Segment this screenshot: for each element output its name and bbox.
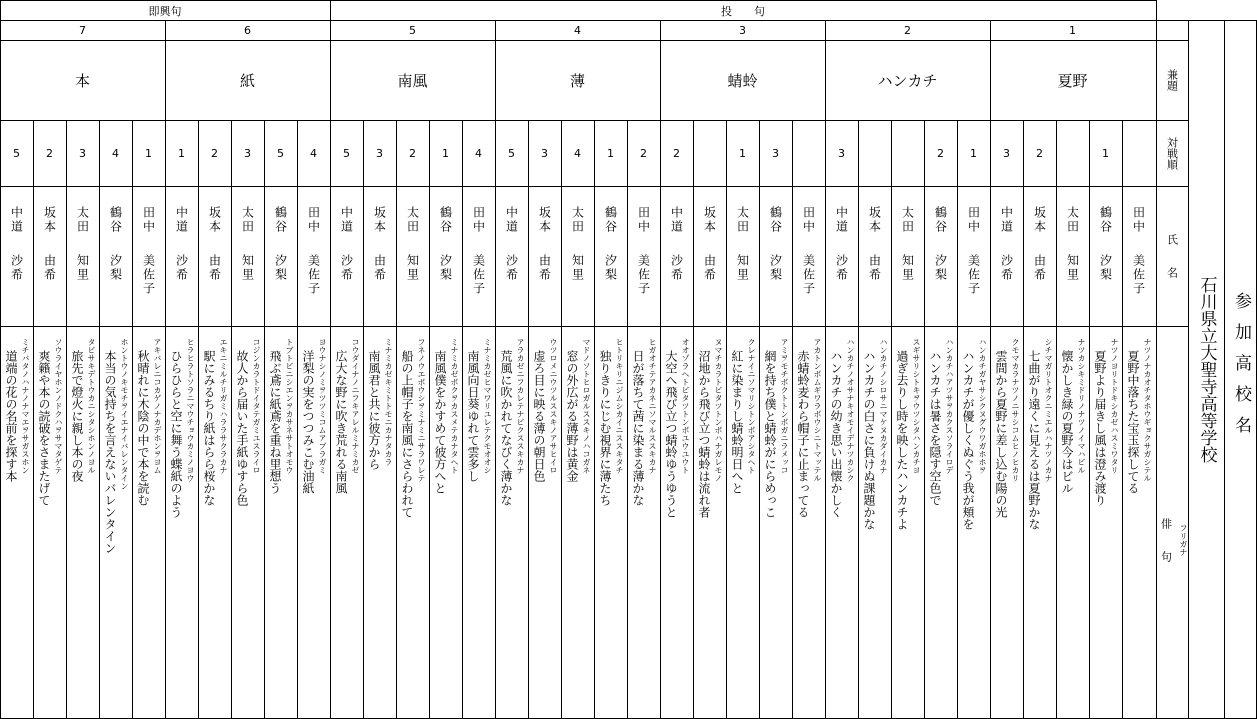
member-name bbox=[396, 206, 429, 322]
furigana-label: フリガナ bbox=[1179, 524, 1188, 556]
member-surname: 坂本 bbox=[537, 206, 552, 234]
member-given-name: 由希 bbox=[867, 254, 882, 282]
battle-order: 3 bbox=[376, 146, 383, 160]
member-surname: 太田 bbox=[900, 206, 915, 234]
member-name bbox=[693, 206, 726, 322]
haiku-furigana: アラカゼニフカレテナビクススキカナ bbox=[516, 338, 525, 474]
battle-order bbox=[858, 120, 891, 186]
haiku-furigana: ミナミカゼボクヲカスメテカナタヘト bbox=[450, 338, 459, 474]
member-given-name: 美佐子 bbox=[636, 254, 651, 296]
haiku-text: ひらひらと空に舞う蝶紙のよう bbox=[169, 350, 183, 518]
member-given-name: 美佐子 bbox=[141, 254, 156, 296]
haiku-text: 爽籟や本の読破をさまたげて bbox=[37, 350, 51, 506]
haiku-furigana: ソウライヤホンノドクハヲサマタゲテ bbox=[54, 338, 63, 474]
battle-order bbox=[1122, 120, 1155, 186]
grid-hline bbox=[0, 20, 1257, 21]
member-surname: 太田 bbox=[570, 206, 585, 234]
haiku-text: 大空へ飛び立つ蜻蛉ゆうゆうと bbox=[664, 350, 678, 518]
member-given-name: 由希 bbox=[42, 254, 57, 282]
round-number: 6 bbox=[244, 23, 251, 37]
grid-vline bbox=[660, 20, 661, 719]
kendai-label: 兼題 bbox=[1165, 69, 1179, 91]
member-surname: 坂本 bbox=[372, 206, 387, 234]
member-name bbox=[363, 206, 396, 322]
battle-order: 1 bbox=[1102, 146, 1109, 160]
grid-vline bbox=[924, 120, 925, 719]
grid-vline bbox=[1122, 120, 1123, 719]
haiku-text: ハンカチの白さに負けぬ課題かな bbox=[862, 350, 876, 530]
haiku-text: 洋梨の実をつつみこむ油紙 bbox=[301, 350, 315, 494]
haiku-text: ハンカチは暑さを隠す空色で bbox=[928, 350, 942, 506]
haiku-furigana: ミナミカゼキミトトモニカナタカラ bbox=[384, 338, 393, 466]
haiku-furigana: アキバレニコカゲノナカデホンヲヨム bbox=[153, 338, 162, 474]
haiku-furigana: コウダイナノニフキアレルミナミカゼ bbox=[351, 338, 360, 474]
school-name: 石川県立大聖寺高等学校 bbox=[1196, 276, 1217, 463]
member-given-name: 由希 bbox=[207, 254, 222, 282]
member-surname: 太田 bbox=[735, 206, 750, 234]
haiku-furigana: オオゾラヘトビタツトンボユウユウト bbox=[681, 338, 690, 474]
member-name bbox=[297, 206, 330, 322]
member-given-name: 沙希 bbox=[834, 254, 849, 282]
member-name bbox=[264, 206, 297, 322]
haiku-text: 広大な野に吹き荒れる南風 bbox=[334, 350, 348, 494]
member-given-name: 知里 bbox=[570, 254, 585, 282]
battle-order: 1 bbox=[607, 146, 614, 160]
member-given-name: 知里 bbox=[240, 254, 255, 282]
member-surname: 鶴谷 bbox=[438, 206, 453, 234]
haiku-furigana: ヒトリキリニジムシカイニススキタチ bbox=[615, 338, 624, 474]
haiku-text: 沼地から飛び立つ蜻蛉は流れ者 bbox=[697, 350, 711, 518]
grid-vline bbox=[1224, 20, 1225, 719]
member-given-name: 沙希 bbox=[999, 254, 1014, 282]
member-name bbox=[990, 206, 1023, 322]
member-surname: 太田 bbox=[1065, 206, 1080, 234]
grid-vline bbox=[165, 20, 166, 719]
member-given-name: 由希 bbox=[537, 254, 552, 282]
grid-vline bbox=[495, 20, 496, 719]
round-number: 1 bbox=[1069, 23, 1076, 37]
haiku-furigana: フネノウエボウシヲミナミニサラワレテ bbox=[417, 338, 426, 482]
grid-vline bbox=[594, 120, 595, 719]
haiku-text: 独りきりにじむ視界に薄たち bbox=[598, 350, 612, 506]
member-name bbox=[660, 206, 693, 322]
member-name bbox=[495, 206, 528, 322]
haiku-text: 赤蜻蛉麦わら帽子に止まってる bbox=[796, 350, 810, 518]
member-surname: 坂本 bbox=[1032, 206, 1047, 234]
haiku-text: 飛ぶ鳶に紙鳶を重ね里想う bbox=[268, 350, 282, 494]
haiku-text: 荒風に吹かれてなびく薄かな bbox=[499, 350, 513, 506]
member-name bbox=[0, 206, 33, 322]
member-name bbox=[825, 206, 858, 322]
haiku-text: ハンカチが優しくぬぐう我が頬を bbox=[961, 350, 975, 530]
grid-vline bbox=[891, 120, 892, 719]
kendai-kigo: 南風 bbox=[397, 71, 428, 90]
member-name bbox=[924, 206, 957, 322]
haiku-furigana: ウツロメニウツルススキノアサヒイロ bbox=[549, 338, 558, 474]
member-name bbox=[528, 206, 561, 322]
member-name bbox=[231, 206, 264, 322]
haiku-text: 日が落ちて茜に染まる薄かな bbox=[631, 350, 645, 506]
kendai-kigo: 紙 bbox=[239, 71, 255, 90]
haiku-furigana: ナツノヨリトドキシカゼハスミワタリ bbox=[1110, 338, 1119, 474]
battle-order bbox=[891, 120, 924, 186]
haiku-text: 秋晴れに木陰の中で本を読む bbox=[136, 350, 150, 506]
round-number: 5 bbox=[409, 23, 416, 37]
battle-order: 4 bbox=[475, 146, 482, 160]
haiku-furigana: ヒラヒラトソラニマウチョウカミノヨウ bbox=[186, 338, 195, 482]
member-name bbox=[561, 206, 594, 322]
member-given-name: 由希 bbox=[702, 254, 717, 282]
haiku-text: 過ぎ去りし時を映したハンカチよ bbox=[895, 350, 909, 530]
member-name bbox=[891, 206, 924, 322]
grid-vline bbox=[297, 120, 298, 719]
member-given-name: 沙希 bbox=[504, 254, 519, 282]
member-given-name: 沙希 bbox=[9, 254, 24, 282]
member-name bbox=[33, 206, 66, 322]
haiku-furigana: シチマガリトオクニミエルハナツノカナ bbox=[1044, 338, 1053, 482]
haiku-text: 夏野より届きし風は澄み渡り bbox=[1093, 350, 1107, 506]
member-surname: 田中 bbox=[966, 206, 981, 234]
member-given-name: 美佐子 bbox=[966, 254, 981, 296]
round-number: 4 bbox=[574, 23, 581, 37]
grid-vline bbox=[396, 120, 397, 719]
battle-order: 5 bbox=[343, 146, 350, 160]
haiku-text: 虚ろ目に映る薄の朝日色 bbox=[532, 350, 546, 482]
member-surname: 中道 bbox=[669, 206, 684, 234]
grid-vline bbox=[858, 120, 859, 719]
grid-vline bbox=[1188, 20, 1189, 719]
battle-order: 1 bbox=[739, 146, 746, 160]
haiku-text: 夏野中落ちた宝玉探してる bbox=[1126, 350, 1140, 494]
haiku-furigana: クレナイニソマリシトンボアシタヘト bbox=[747, 338, 756, 474]
member-given-name: 美佐子 bbox=[471, 254, 486, 296]
grid-vline bbox=[429, 120, 430, 719]
grid-vline bbox=[330, 0, 331, 20]
haiku-furigana: ミチバタノハナノナマエヲサガスホン bbox=[21, 338, 30, 474]
haiku-text: 紅に染まりし蜻蛉明日へと bbox=[730, 350, 744, 494]
member-given-name: 汐梨 bbox=[603, 254, 618, 282]
haiku-text: 懐かしき緑の夏野今はビル bbox=[1060, 350, 1074, 494]
member-given-name: 汐梨 bbox=[108, 254, 123, 282]
grid-vline bbox=[957, 120, 958, 719]
member-name bbox=[1023, 206, 1056, 322]
battle-order: 1 bbox=[145, 146, 152, 160]
member-given-name: 美佐子 bbox=[801, 254, 816, 296]
member-surname: 坂本 bbox=[207, 206, 222, 234]
battle-order: 2 bbox=[211, 146, 218, 160]
haiku-furigana: トブトビニシエンヲカサネサトオモウ bbox=[285, 338, 294, 474]
member-surname: 坂本 bbox=[42, 206, 57, 234]
member-name bbox=[594, 206, 627, 322]
grid-vline bbox=[759, 120, 760, 719]
member-surname: 坂本 bbox=[702, 206, 717, 234]
haiku-text: 窓の外広がる薄野は黄金 bbox=[565, 350, 579, 482]
battle-order: 3 bbox=[79, 146, 86, 160]
member-surname: 鶴谷 bbox=[1098, 206, 1113, 234]
member-given-name: 美佐子 bbox=[1131, 254, 1146, 296]
battle-order: 5 bbox=[13, 146, 20, 160]
battle-order: 4 bbox=[112, 146, 119, 160]
round-number: 3 bbox=[739, 23, 746, 37]
member-name bbox=[858, 206, 891, 322]
haiku-furigana: タビサキデトウカニシタシホンノヨル bbox=[87, 338, 96, 474]
haiku-text: 七曲がり遠くに見えるは夏野かな bbox=[1027, 350, 1041, 530]
member-given-name: 知里 bbox=[75, 254, 90, 282]
member-name bbox=[330, 206, 363, 322]
member-given-name: 沙希 bbox=[669, 254, 684, 282]
haiku-text: 網を持ち僕と蜻蛉がにらめっこ bbox=[763, 350, 777, 518]
member-surname: 鶴谷 bbox=[768, 206, 783, 234]
haiku-text: 南風向日葵ゆれて雲多し bbox=[466, 350, 480, 482]
member-name bbox=[132, 206, 165, 322]
member-name bbox=[726, 206, 759, 322]
member-surname: 田中 bbox=[141, 206, 156, 234]
grid-vline bbox=[99, 120, 100, 719]
haiku-furigana: スギサリシトキヲウツシタハンカチヨ bbox=[912, 338, 921, 474]
kendai-kigo: 夏野 bbox=[1057, 71, 1088, 90]
grid-vline bbox=[363, 120, 364, 719]
shimei-label: 氏 名 bbox=[1165, 234, 1179, 278]
battle-order: 1 bbox=[970, 146, 977, 160]
member-surname: 太田 bbox=[240, 206, 255, 234]
battle-order: 5 bbox=[508, 146, 515, 160]
kendai-kigo: 本 bbox=[74, 71, 90, 90]
haiku-label: 俳 句 bbox=[1159, 518, 1173, 562]
touku-header: 投 句 bbox=[721, 5, 765, 18]
member-given-name: 美佐子 bbox=[306, 254, 321, 296]
member-given-name: 知里 bbox=[1065, 254, 1080, 282]
haiku-furigana: ハンカチハアツサヲカクスソライロデ bbox=[945, 338, 954, 474]
haiku-furigana: エキニミルチリガミハララサクラカナ bbox=[219, 338, 228, 474]
battle-order: 4 bbox=[310, 146, 317, 160]
battle-order: 2 bbox=[1036, 146, 1043, 160]
battle-order: 4 bbox=[574, 146, 581, 160]
grid-vline bbox=[33, 120, 34, 719]
member-given-name: 沙希 bbox=[174, 254, 189, 282]
haiku-furigana: ハンカチガヤサシクヌグウワガホホヲ bbox=[978, 338, 987, 474]
member-surname: 中道 bbox=[339, 206, 354, 234]
battle-order: 2 bbox=[640, 146, 647, 160]
battle-order: 5 bbox=[277, 146, 284, 160]
grid-vline bbox=[1089, 120, 1090, 719]
member-surname: 田中 bbox=[471, 206, 486, 234]
haiku-text: 南風君と共に彼方から bbox=[367, 350, 381, 470]
round-number: 7 bbox=[79, 23, 86, 37]
member-surname: 鶴谷 bbox=[933, 206, 948, 234]
haiku-text: 雲間から夏野に差し込む陽の光 bbox=[994, 350, 1008, 518]
member-given-name: 汐梨 bbox=[273, 254, 288, 282]
haiku-furigana: アカトンボムギワラボウシニトマッテル bbox=[813, 338, 822, 482]
grid-hline bbox=[0, 40, 1188, 41]
haiku-text: 船の上帽子を南風にさらわれて bbox=[400, 350, 414, 518]
haiku-furigana: コジンカラトドイタテガミユスライロ bbox=[252, 338, 261, 474]
member-name bbox=[1089, 206, 1122, 322]
grid-vline bbox=[132, 120, 133, 719]
grid-vline bbox=[1023, 120, 1024, 719]
battle-order: 2 bbox=[937, 146, 944, 160]
member-surname: 田中 bbox=[636, 206, 651, 234]
haiku-furigana: ヨウナシノミヲツツミコムアブラガミ bbox=[318, 338, 327, 474]
member-surname: 中道 bbox=[174, 206, 189, 234]
member-name bbox=[627, 206, 660, 322]
battle-order: 1 bbox=[442, 146, 449, 160]
member-surname: 太田 bbox=[405, 206, 420, 234]
member-surname: 田中 bbox=[801, 206, 816, 234]
haiku-text: 道端の花の名前を探す本 bbox=[4, 350, 18, 482]
grid-vline bbox=[726, 120, 727, 719]
member-name bbox=[759, 206, 792, 322]
grid-hline bbox=[0, 0, 1156, 1]
grid-vline bbox=[825, 20, 826, 719]
haiku-furigana: クモマカラナツノニサシコムヒノヒカリ bbox=[1011, 338, 1020, 482]
member-surname: 鶴谷 bbox=[108, 206, 123, 234]
grid-vline bbox=[330, 20, 331, 719]
grid-vline bbox=[693, 120, 694, 719]
haiku-furigana: ヒガオチテアカネニソマルススキカナ bbox=[648, 338, 657, 474]
member-name bbox=[198, 206, 231, 322]
grid-vline bbox=[1156, 0, 1157, 719]
member-name bbox=[99, 206, 132, 322]
member-surname: 太田 bbox=[75, 206, 90, 234]
haiku-furigana: ミナミカゼヒマワリユレテクモオオシ bbox=[483, 338, 492, 474]
member-name bbox=[1122, 206, 1155, 322]
round-number: 2 bbox=[904, 23, 911, 37]
haiku-furigana: ホントウノキモチヲイエナイバレンタイン bbox=[120, 338, 129, 490]
member-given-name: 汐梨 bbox=[438, 254, 453, 282]
grid-vline bbox=[1056, 120, 1057, 719]
taisen-label: 対戦順 bbox=[1165, 136, 1179, 170]
grid-vline bbox=[0, 0, 1, 719]
grid-vline bbox=[198, 120, 199, 719]
battle-order: 3 bbox=[772, 146, 779, 160]
battle-order: 2 bbox=[409, 146, 416, 160]
battle-order: 2 bbox=[46, 146, 53, 160]
grid-vline bbox=[627, 120, 628, 719]
haiku-text: ハンカチの幼き思い出懐かしく bbox=[829, 350, 843, 518]
member-given-name: 由希 bbox=[372, 254, 387, 282]
member-name bbox=[66, 206, 99, 322]
member-given-name: 汐梨 bbox=[1098, 254, 1113, 282]
member-given-name: 知里 bbox=[900, 254, 915, 282]
member-name bbox=[462, 206, 495, 322]
haiku-furigana: ハンカチノオサナキオモイデナツカシク bbox=[846, 338, 855, 482]
member-given-name: 知里 bbox=[735, 254, 750, 282]
sanka-label: 参加高校名 bbox=[1231, 292, 1251, 447]
member-name bbox=[165, 206, 198, 322]
haiku-text: 南風僕をかすめて彼方へと bbox=[433, 350, 447, 494]
battle-order bbox=[693, 120, 726, 186]
battle-order: 3 bbox=[244, 146, 251, 160]
grid-vline bbox=[462, 120, 463, 719]
battle-order: 3 bbox=[838, 146, 845, 160]
member-surname: 中道 bbox=[834, 206, 849, 234]
battle-order: 1 bbox=[178, 146, 185, 160]
haiku-text: 駅にみるちり紙はらら桜かな bbox=[202, 350, 216, 506]
battle-order: 2 bbox=[673, 146, 680, 160]
member-surname: 田中 bbox=[306, 206, 321, 234]
battle-order bbox=[1056, 120, 1089, 186]
member-surname: 鶴谷 bbox=[603, 206, 618, 234]
kendai-kigo: 薄 bbox=[569, 71, 585, 90]
grid-vline bbox=[561, 120, 562, 719]
haiku-text: 本当の気持ちを言えないバレンタイン bbox=[103, 350, 117, 554]
member-surname: 鶴谷 bbox=[273, 206, 288, 234]
haiku-furigana: マドノソトヒロガルススキノハコガネ bbox=[582, 338, 591, 474]
battle-order: 3 bbox=[1003, 146, 1010, 160]
haiku-furigana: ハンカチノシロサニマケヌカダイカナ bbox=[879, 338, 888, 474]
member-given-name: 由希 bbox=[1032, 254, 1047, 282]
grid-vline bbox=[528, 120, 529, 719]
member-name bbox=[957, 206, 990, 322]
member-surname: 中道 bbox=[999, 206, 1014, 234]
kendai-kigo: ハンカチ bbox=[877, 71, 938, 90]
haiku-furigana: アミヲモチボクトトンボガニラメッコ bbox=[780, 338, 789, 474]
haiku-furigana: ヌマチカラトビタツトンボハナガレモノ bbox=[714, 338, 723, 482]
member-given-name: 沙希 bbox=[339, 254, 354, 282]
battle-order bbox=[792, 120, 825, 186]
haiku-text: 故人から届いた手紙ゆすら色 bbox=[235, 350, 249, 506]
member-surname: 中道 bbox=[504, 206, 519, 234]
member-name bbox=[429, 206, 462, 322]
member-name bbox=[1056, 206, 1089, 322]
grid-vline bbox=[66, 120, 67, 719]
kendai-kigo: 蜻蛉 bbox=[727, 71, 758, 90]
member-given-name: 知里 bbox=[405, 254, 420, 282]
grid-vline bbox=[792, 120, 793, 719]
battle-order: 3 bbox=[541, 146, 548, 160]
grid-vline bbox=[264, 120, 265, 719]
member-name bbox=[792, 206, 825, 322]
grid-vline bbox=[231, 120, 232, 719]
haiku-furigana: ナツノナカオチタホウギョクサガシテル bbox=[1143, 338, 1152, 482]
sokkyo-header: 即興句 bbox=[148, 5, 182, 18]
grid-vline bbox=[990, 20, 991, 719]
member-given-name: 汐梨 bbox=[933, 254, 948, 282]
member-surname: 坂本 bbox=[867, 206, 882, 234]
member-given-name: 汐梨 bbox=[768, 254, 783, 282]
haiku-furigana: ナツカシキミドリノナツノイマハビル bbox=[1077, 338, 1086, 474]
haiku-text: 旅先で燈火に親し本の夜 bbox=[70, 350, 84, 482]
member-surname: 中道 bbox=[9, 206, 24, 234]
member-surname: 田中 bbox=[1131, 206, 1146, 234]
